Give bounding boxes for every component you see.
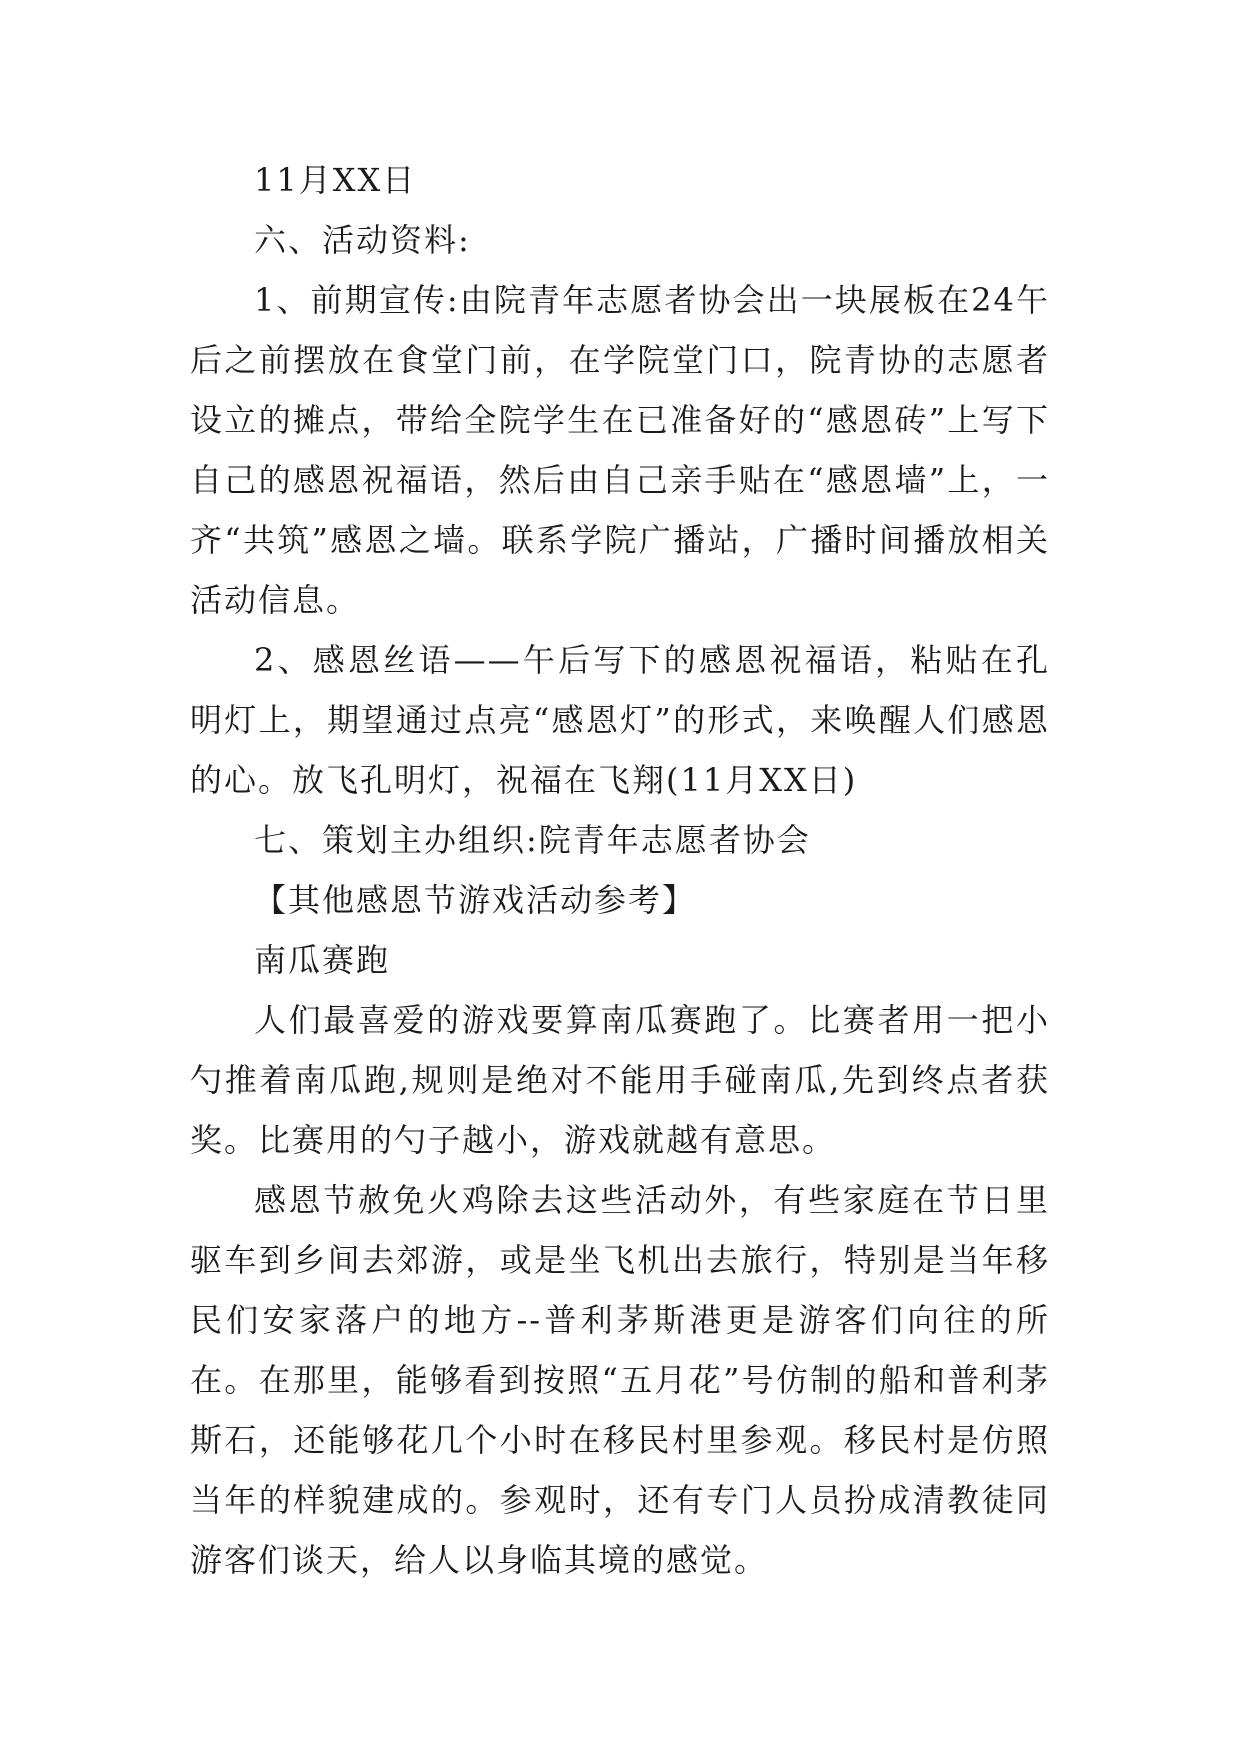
section-heading-organizer: 七、策划主办组织:院青年志愿者协会 [254, 821, 811, 859]
paragraph-early-promotion: 1、前期宣传:由院青年志愿者协会出一块展板在24午后之前摆放在食堂门前，在学院堂门口，院青协的志愿者设立的摊点，带给全院学生在已准备好的“感恩砖”上写下自己的感恩祝福语，然后由自己亲手贴在“感恩墙”上，一齐“共筑”感恩之墙。联系学院广播站，广播时间播放相关活动信息。 [190, 281, 1050, 619]
subheading-pumpkin-race: 南瓜赛跑 [254, 941, 391, 979]
paragraph-pumpkin-race: 人们最喜爱的游戏要算南瓜赛跑了。比赛者用一把小勺推着南瓜跑,规则是绝对不能用手碰南瓜,先到终点者获奖。比赛用的勺子越小，游戏就越有意思。 [190, 1001, 1050, 1159]
date-line: 11月XX日 [254, 161, 417, 199]
paragraph-gratitude-messages: 2、感恩丝语——午后写下的感恩祝福语，粘贴在孔明灯上，期望通过点亮“感恩灯”的形式，来唤醒人们感恩的心。放飞孔明灯，祝福在飞翔(11月XX日) [190, 641, 1050, 799]
document-body [190, 150, 1050, 1590]
section-heading-activity-materials: 六、活动资料: [254, 221, 471, 259]
section-heading-other-games: 【其他感恩节游戏活动参考】 [254, 881, 697, 919]
paragraph-thanksgiving-travel: 感恩节赦免火鸡除去这些活动外，有些家庭在节日里驱车到乡间去郊游，或是坐飞机出去旅行，特别是当年移民们安家落户的地方--普利茅斯港更是游客们向往的所在。在那里，能够看到按照“五月花”号仿制的船和普利茅斯石，还能够花几个小时在移民村里参观。移民村是仿照当年的样貌建成的。参观时，还有专门人员扮成清教徒同游客们谈天，给人以身临其境的感觉。 [190, 1181, 1050, 1579]
